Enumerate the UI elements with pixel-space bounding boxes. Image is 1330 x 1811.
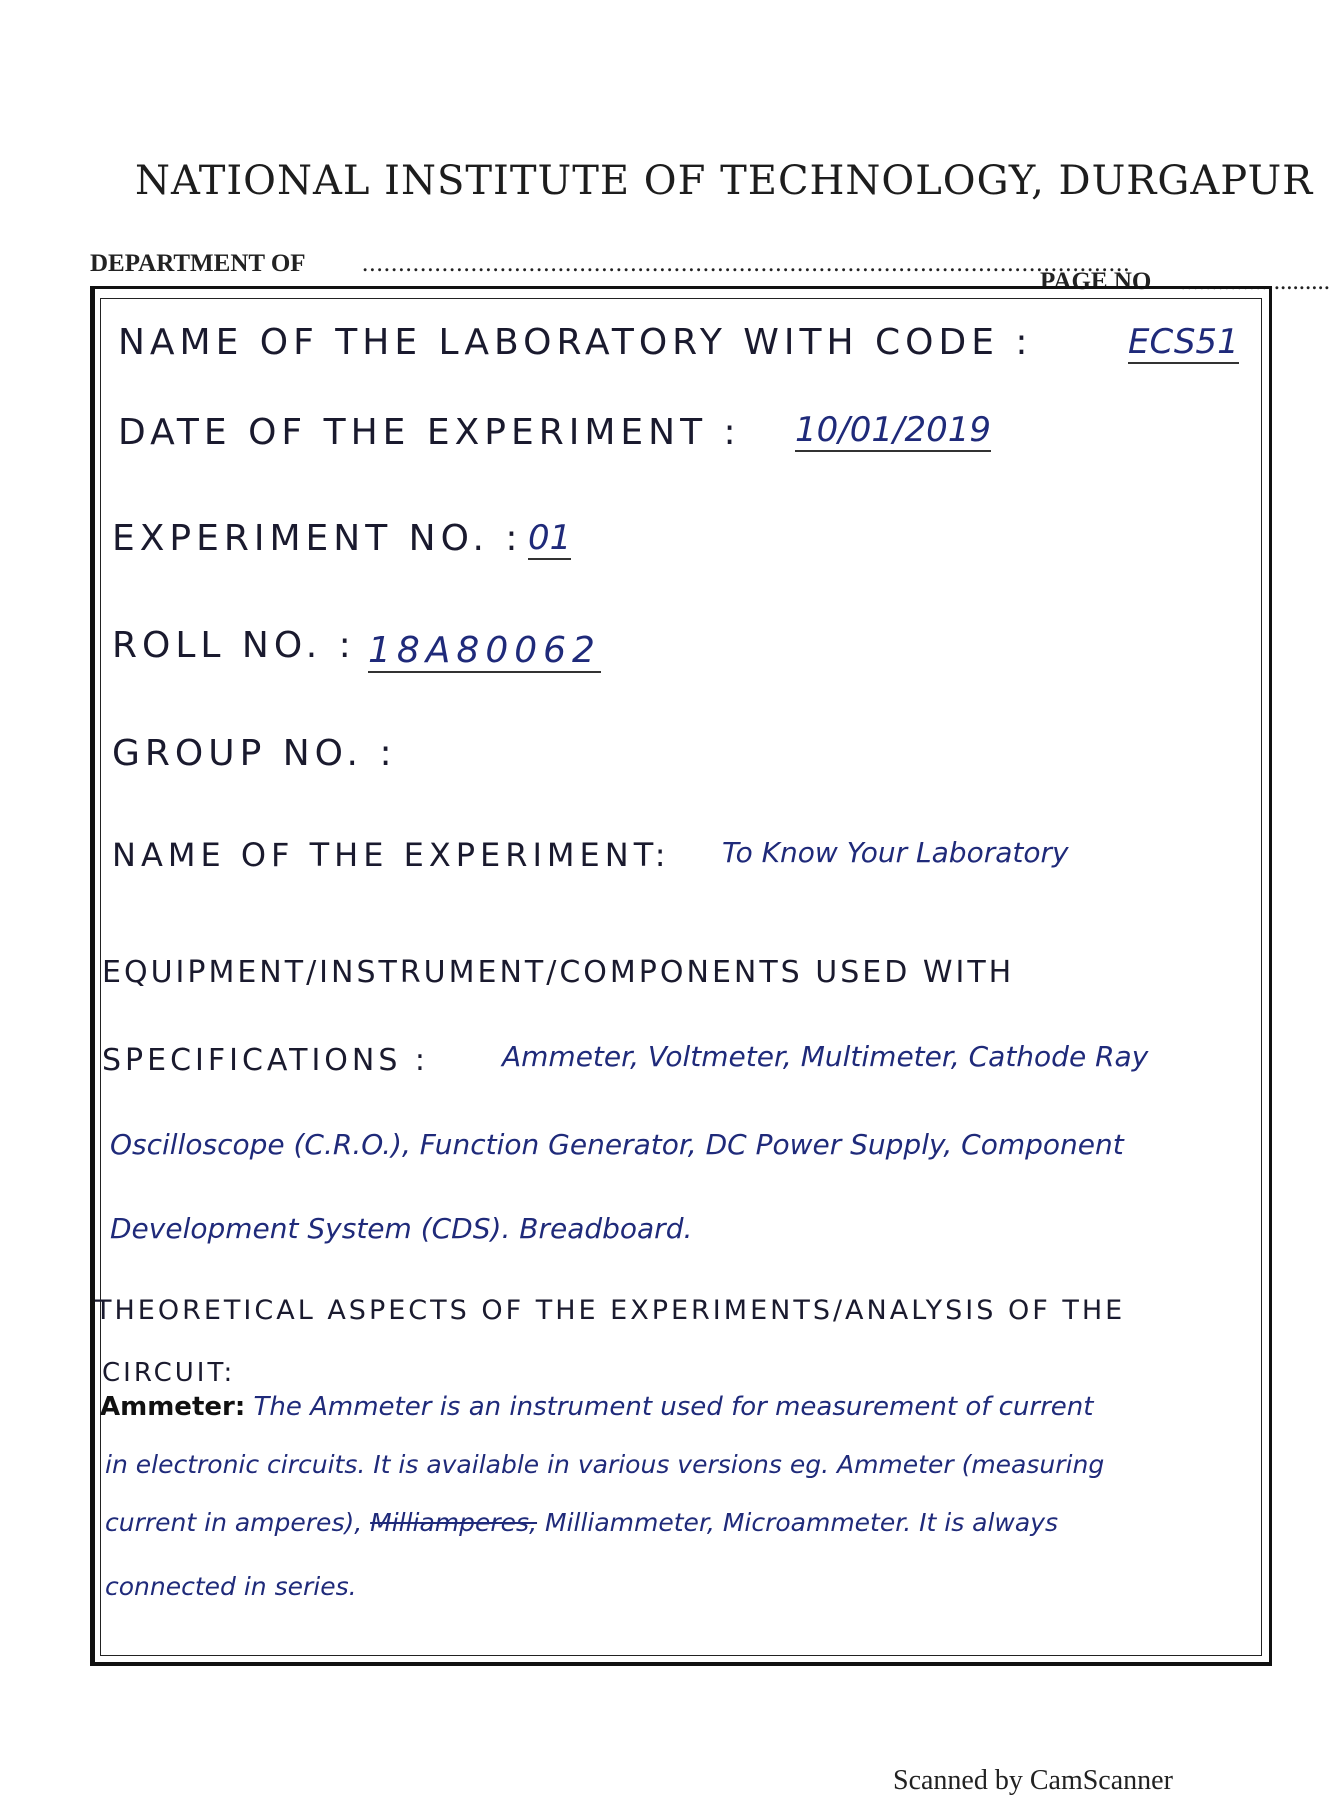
ammeter-label: Ammeter: [100,1392,246,1422]
date-value: 10/01/2019 [795,410,991,450]
lab-name-label: NAME OF THE LABORATORY WITH CODE : [118,322,1033,363]
experiment-name-value: To Know Your Laboratory [722,836,1069,869]
page-no-dots: ........................ [1180,268,1330,295]
equipment-value-line3: Development System (CDS). Breadboard. [110,1212,693,1245]
roll-no-label: ROLL NO. : [112,625,356,666]
department-label: DEPARTMENT OF [90,250,306,277]
theory-label-line2: CIRCUIT: [102,1358,236,1388]
page-no-label: PAGE NO [1040,268,1152,295]
equipment-value-line2: Oscilloscope (C.R.O.), Function Generator, DC Power Supply, Component [110,1128,1124,1161]
theory-text-line3-struck: Milliamperes, [370,1508,538,1537]
date-label: DATE OF THE EXPERIMENT : [118,412,741,453]
date-field [118,412,741,453]
roll-no-value: 18A80062 [368,630,601,671]
experiment-no-label: EXPERIMENT NO. : [112,518,523,559]
group-no-field [112,733,397,774]
department-dots: .......................................................................................................... [362,250,1131,277]
experiment-name-label: NAME OF THE EXPERIMENT: [112,836,671,874]
theory-text-line1: The Ammeter is an instrument used for measurement of current [253,1392,1094,1422]
theory-line4: connected in series. [105,1572,357,1601]
theory-text-line3a: current in amperes), [105,1508,363,1537]
theory-line1 [100,1392,1093,1422]
department-line [90,250,1330,295]
theory-line2: in electronic circuits. It is available in various versions eg. Ammeter (measuring [105,1450,1105,1479]
scanner-watermark: Scanned by CamScanner [893,1765,1173,1796]
equipment-label-line2: SPECIFICATIONS : [102,1043,430,1078]
institute-title: NATIONAL INSTITUTE OF TECHNOLOGY, DURGAPUR [135,158,1314,204]
theory-text-line3b: Milliammeter, Microammeter. It is always [545,1508,1059,1537]
roll-no-field [112,625,356,666]
experiment-no-field [112,518,523,559]
theory-line3 [105,1508,1058,1537]
equipment-value-line1: Ammeter, Voltmeter, Multimeter, Cathode Ray [502,1040,1149,1073]
experiment-no-value: 01 [528,518,572,558]
experiment-name-field [112,836,671,874]
lab-name-field [118,322,1033,363]
lab-code-value: ECS51 [1128,322,1239,362]
group-no-label: GROUP NO. : [112,733,397,774]
equipment-label-line1: EQUIPMENT/INSTRUMENT/COMPONENTS USED WITH [102,955,1015,990]
theory-label-line1: THEORETICAL ASPECTS OF THE EXPERIMENTS/ANALYSIS OF THE [95,1295,1126,1326]
